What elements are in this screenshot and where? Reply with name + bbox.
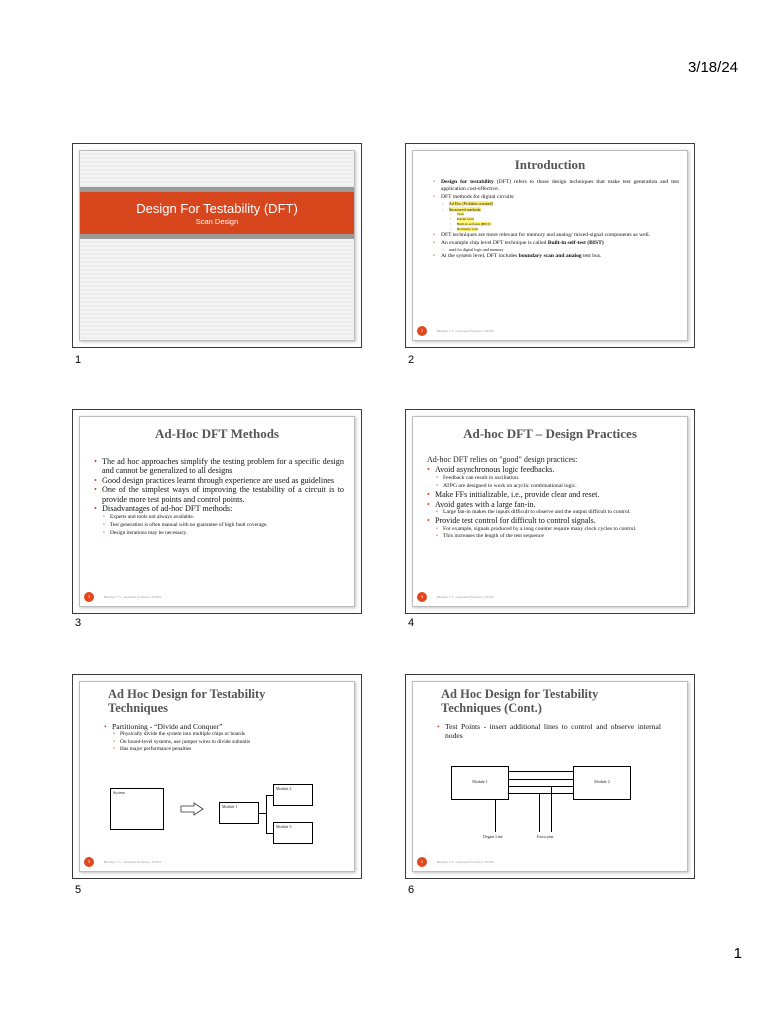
interconnect-line bbox=[509, 786, 573, 787]
slide-number: 6 bbox=[408, 884, 415, 896]
slide-badge: 4 bbox=[417, 592, 427, 602]
sub-bullet: • On board-level systems, use jumper wires to divide subunits bbox=[112, 739, 344, 747]
bullet: • Avoid gates with a large fan-in. • Large fan-in makes the inputs difficult to observe and the output difficult to control. bbox=[427, 500, 677, 516]
connector bbox=[266, 833, 273, 834]
sub-bullet: • Large fan-in makes the inputs difficult to observe and the output difficult to control. bbox=[435, 509, 677, 516]
slide-number: 4 bbox=[408, 617, 415, 629]
sub-sub-bullet: Boundary scan bbox=[457, 227, 478, 232]
module-1-box: Module 1 bbox=[451, 766, 509, 800]
bullet: • One of the simplest ways of improving the testability of a circuit is to provide more test points and control points. bbox=[94, 485, 344, 504]
module-2-box: Module 2 bbox=[273, 784, 313, 806]
sub-sub-bullet: Partial Scan bbox=[457, 217, 474, 222]
bullet: • Provide test control for difficult to control signals. • For example, signals produced by a long counter require many clock cycles to control. • This increases the length of the test sequence bbox=[427, 516, 677, 539]
slide-badge: 6 bbox=[417, 857, 427, 867]
connector bbox=[259, 813, 266, 814]
bullet: • Design for testability (DFT) refers to those design techniques that make test generation and test application cost-effective. bbox=[433, 179, 679, 194]
bullet: • DFT techniques are more relevant for memory and analog/ mixed-signal components as well. bbox=[433, 232, 679, 239]
slide-4-thumbnail bbox=[405, 409, 695, 614]
slide-number: 5 bbox=[75, 884, 82, 896]
slide-badge: 5 bbox=[84, 857, 94, 867]
bullet: • DFT methods for digital circuits: ◦ Ad Hoc (Problem oriented) ◦ Structured methods: ◦ Scan ◦ Partial Scan ◦ Built-in self-test (BIST) ◦ Boundary scan bbox=[433, 194, 679, 233]
degate-label: Degate Line bbox=[483, 834, 503, 839]
title-band-bottom bbox=[80, 234, 354, 239]
slide-title: Ad Hoc Design for Testability Techniques bbox=[108, 687, 266, 715]
sub-bullet: • This increases the length of the test sequence bbox=[435, 533, 677, 540]
sub-bullet: • Physically divide the system into multiple chips or boards bbox=[112, 731, 344, 739]
degate-line bbox=[495, 800, 496, 832]
sub-sub-bullet: Scan bbox=[457, 212, 464, 217]
sub-bullet: • For example, signals produced by a long counter require many clock cycles to control. bbox=[435, 526, 677, 533]
bullet: • Make FFs initializable, i.e., provide clear and reset. bbox=[427, 490, 677, 500]
sub-bullet: Structured methods: bbox=[449, 206, 482, 212]
slide-title: Ad Hoc Design for Testability Techniques (Cont.) bbox=[441, 687, 599, 715]
interconnect-line bbox=[509, 779, 573, 780]
slide-title: Ad-Hoc DFT Methods bbox=[155, 426, 279, 441]
slide-3-thumbnail bbox=[72, 409, 362, 614]
title-band bbox=[80, 192, 354, 234]
slide-1-thumbnail bbox=[72, 143, 362, 348]
connector bbox=[266, 795, 273, 796]
slide-number: 1 bbox=[75, 354, 82, 366]
connector bbox=[266, 795, 267, 833]
slide-title: Introduction bbox=[514, 157, 586, 172]
slide-badge: 2 bbox=[417, 326, 427, 336]
bullet: • At the system level, DFT includes boundary scan and analog test bus. bbox=[433, 253, 679, 260]
sub-bullet: • ATPG are designed to work on acyclic combinational logic. bbox=[435, 482, 677, 490]
slide-badge: 3 bbox=[84, 592, 94, 602]
slide-footer: Bindiya T S , Assistant Professor, ECED bbox=[104, 595, 161, 599]
slide-footer: Bindiya T S , Assistant Professor, ECED bbox=[437, 595, 494, 599]
slide-footer: Bindiya T S , Assistant Professor, ECED bbox=[437, 329, 494, 333]
header-date: 3/18/24 bbox=[687, 59, 738, 76]
module-1-box: Module 1 bbox=[219, 802, 259, 824]
interconnect-line bbox=[509, 771, 573, 772]
arrow-right-icon bbox=[180, 802, 204, 816]
slide-footer: Bindiya T S , Assistant Professor, ECED bbox=[437, 860, 494, 864]
slide-5-thumbnail bbox=[72, 674, 362, 879]
bullet: • Disadvantages of ad-hoc DFT methods: • Experts and tools not always available. • Test generation is often manual with no guarantee of high fault coverage. • Design iterations may be necessary. bbox=[94, 504, 344, 537]
sub-bullet: Ad Hoc (Problem oriented) bbox=[449, 201, 493, 207]
slide-title: Design For Testability (DFT) bbox=[136, 201, 298, 216]
sub-bullet: • Experts and tools not always available. bbox=[102, 513, 344, 521]
module-3-box: Module 3 bbox=[273, 822, 313, 844]
slide-6-thumbnail bbox=[405, 674, 695, 879]
sub-sub-bullet: Built-in self-test (BIST) bbox=[457, 222, 491, 227]
bullet: • An example chip level DFT technique is called Built-in self-test (BIST) ◦ used for digital logic and memory bbox=[433, 240, 679, 253]
extra-pins-label: Extra pins bbox=[537, 834, 554, 839]
slide-subtitle: Scan Design bbox=[195, 217, 239, 226]
slide-footer: Bindiya T S , Assistant Professor, ECED bbox=[104, 860, 161, 864]
intro-text: Ad-hoc DFT relies on "good" design practices: bbox=[427, 455, 578, 464]
bullet: • Partitioning - “Divide and Conquer” • Physically divide the system into multiple chips or boards • On board-level systems, use jumper wires to divide subunits • Has major performance penalties bbox=[104, 722, 344, 754]
extra-pin-line bbox=[551, 786, 552, 832]
bullet: • Avoid asynchronous logic feedbacks. • Feedback can result in oscillation. • ATPG are designed to work on acyclic combinational logic. bbox=[427, 465, 677, 491]
sub-bullet: • Feedback can result in oscillation. bbox=[435, 474, 677, 482]
sub-bullet: • Test generation is often manual with no guarantee of high fault coverage. bbox=[102, 521, 344, 529]
bullet: • Test Points - insert additional lines to control and observe internal nodes bbox=[437, 722, 661, 741]
system-box: System bbox=[110, 788, 164, 830]
bullet: • The ad hoc approaches simplify the testing problem for a specific design and cannot be generalized to all designs bbox=[94, 457, 344, 476]
sub-bullet: • Has major performance penalties bbox=[112, 746, 344, 754]
interconnect-line bbox=[509, 793, 573, 794]
sub-bullet: • Design iterations may be necessary. bbox=[102, 529, 344, 537]
slide-number: 2 bbox=[408, 354, 415, 366]
slide-number: 3 bbox=[75, 617, 82, 629]
slide-2-thumbnail bbox=[405, 143, 695, 348]
extra-pin-line bbox=[539, 793, 540, 832]
sub-bullet: ◦ used for digital logic and memory bbox=[441, 247, 679, 253]
bullet: • Good design practices learnt through experience are used as guidelines bbox=[94, 476, 344, 485]
page-number: 1 bbox=[733, 945, 742, 962]
module-2-box: Module 2 bbox=[573, 766, 631, 800]
slide-title: Ad-hoc DFT – Design Practices bbox=[463, 426, 637, 441]
